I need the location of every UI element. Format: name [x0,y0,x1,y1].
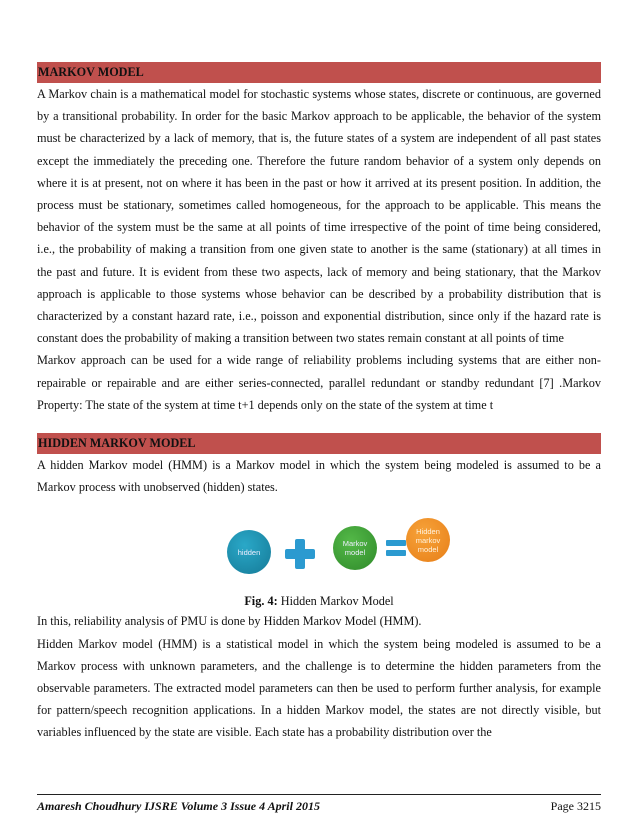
markov-model-circle: Markov model [333,526,377,570]
figure-caption [37,593,601,609]
paragraph-markov-chain: A Markov chain is a mathematical model for stochastic systems whose states, discrete or continuous, are governed by a transitional probability. In order for the basic Markov approach to be applicable, the behavior of the system must be characterized by a lack of memory, that is, the future states of a system are independent of all past states except the immediately the preceding one. Therefore the future random behavior of a system only depends on where it is at present, not on where it has been in the past or how it arrived at its present position. In addition, the process must be stationary, sometimes called homogeneous, for the approach to be applicable. This means the behavior of the system must be the same at all points of time irrespective of the point of time being considered, i.e., the probability of making a transition from one given state to another is the same (stationary) at all times in the past and future. It is evident from these two aspects, lack of memory and being stationary, that the Markov approach is applicable to those systems whose behavior can be described by a probability distribution that is characterized by a constant hazard rate, i.e., poisson and exponential distribution, since only if the hazard rate is constant does the probability of making a transition between two states remain constant at all points of time [37,87,601,346]
paragraph-hmm-definition: A hidden Markov model (HMM) is a Markov model in which the system being modeled is assumed to be a Markov process with unobserved (hidden) states. [37,458,601,495]
paragraph-pmu-reliability: In this, reliability analysis of PMU is done by Hidden Markov Model (HMM). [37,614,422,629]
hidden-circle: hidden [227,530,271,574]
equals-icon [386,537,406,559]
plus-icon [283,537,317,571]
hidden-markov-model-circle: Hidden markov model [406,518,450,562]
paragraph-markov-approach: Markov approach can be used for a wide range of reliability problems including systems that are either non-repairable or repairable and are either series-connected, parallel redundant or standby redundant [7] .Markov Property: The state of the system at time t+1 depends only on the state of the system at time t [37,353,601,412]
caption-text: Hidden Markov Model [277,594,394,609]
hmm-figure [37,517,601,581]
section-heading-markov-model: MARKOV MODEL [37,62,601,83]
page-footer [37,797,601,815]
footer-citation: Amaresh Choudhury IJSRE Volume 3 Issue 4 April 2015 [37,799,320,813]
section-heading-hidden-markov-model: HIDDEN MARKOV MODEL [37,433,601,454]
document-page [37,62,601,744]
paragraph-hmm-statistical: Hidden Markov model (HMM) is a statistical model in which the system being modeled is assumed to be a Markov process with unknown parameters, and the challenge is to determine the hidden parameters from the observable parameters. The extracted model parameters can then be used to perform further analysis, for example for pattern/speech recognition applications. In a hidden Markov model, the states are not directly visible, but variables influenced by the state are visible. Each state has a probability distribution over the [37,636,601,740]
caption-label: Fig. 4: [244,594,278,609]
footer-divider [37,794,601,795]
page-number: Page 3215 [550,799,601,813]
